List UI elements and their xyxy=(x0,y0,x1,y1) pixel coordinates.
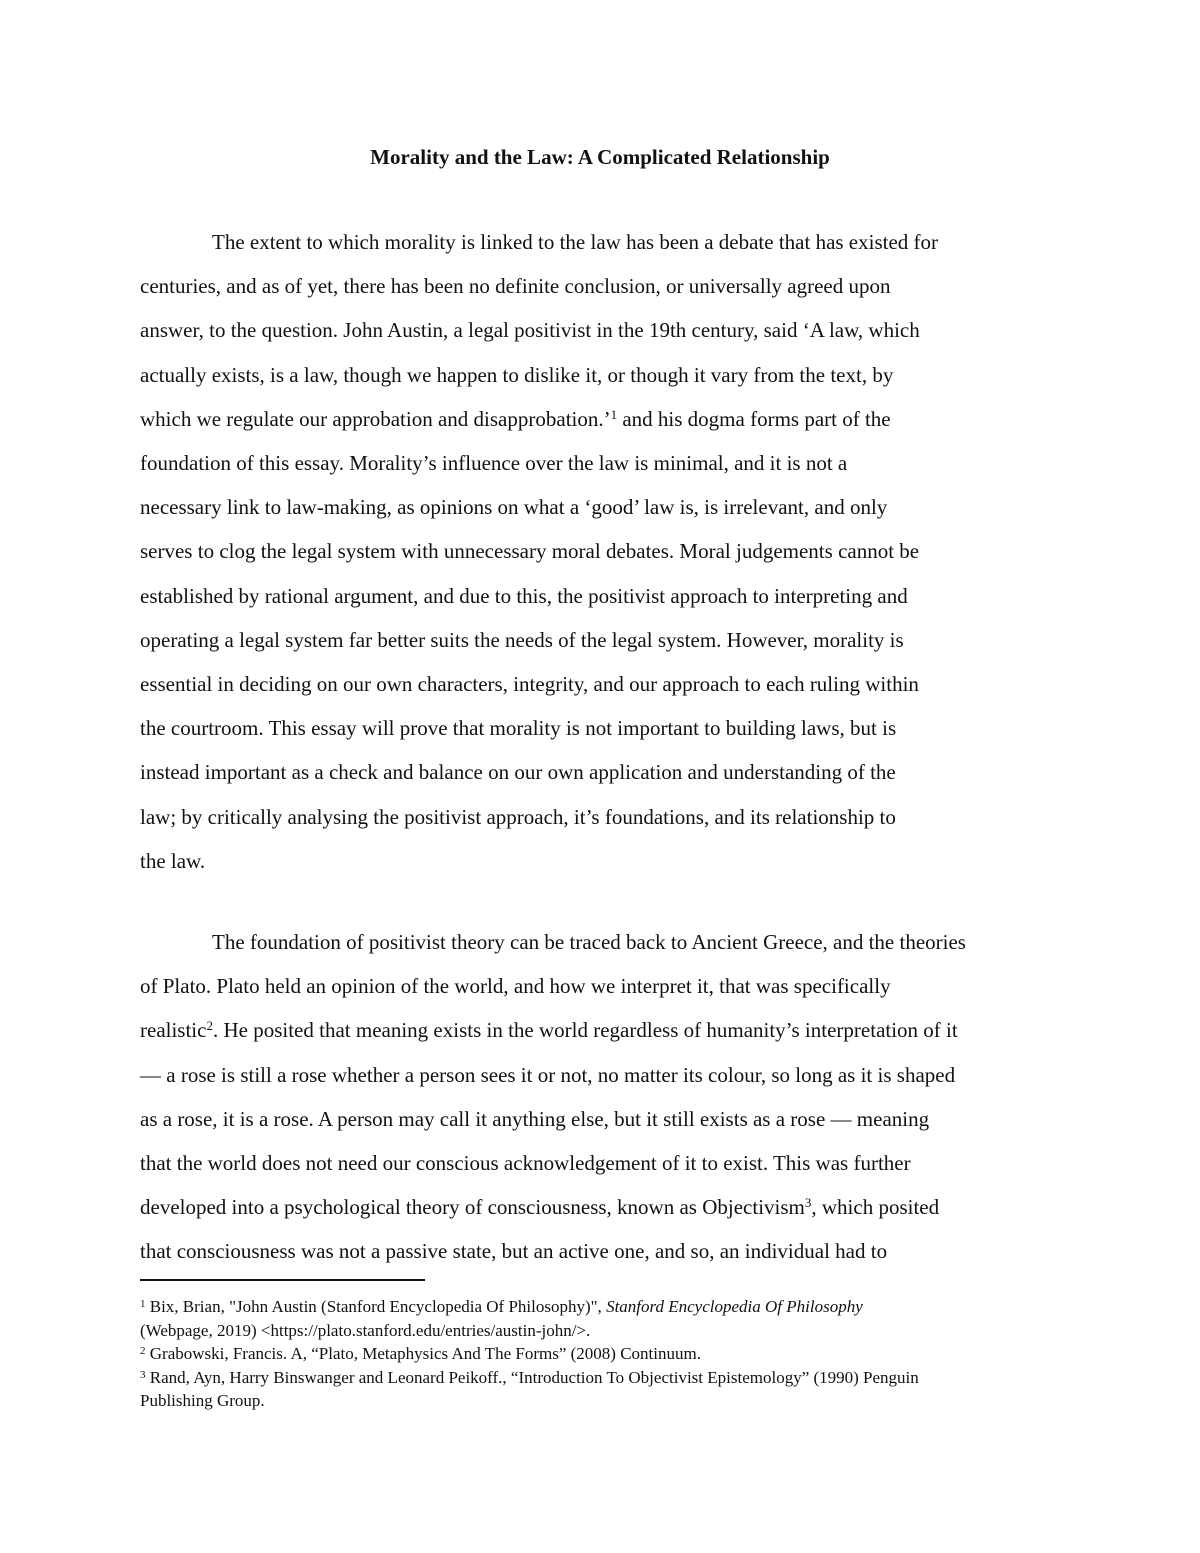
footnotes xyxy=(140,1295,1060,1413)
text-line: as a rose, it is a rose. A person may call it anything else, but it still exists as a rose — meaning xyxy=(140,1106,930,1131)
text-line: the law. xyxy=(140,848,206,873)
footnote-ref-2: 2 xyxy=(206,1018,213,1034)
footnote-1 xyxy=(140,1295,1060,1319)
text-line: law; by critically analysing the positivist approach, it’s foundations, and its relationship to xyxy=(140,804,896,829)
text-line: the courtroom. This essay will prove that morality is not important to building laws, but is xyxy=(140,716,897,741)
text-segment: which we regulate our approbation and disapprobation.’ xyxy=(140,406,611,431)
text-segment: and his dogma forms part of the xyxy=(617,406,891,431)
text-line: established by rational argument, and due to this, the positivist approach to interpreting and xyxy=(140,583,908,608)
text-segment: developed into a psychological theory of consciousness, known as Objectivism xyxy=(140,1195,805,1220)
footnote-number: 1 xyxy=(140,1298,146,1310)
text-line: operating a legal system far better suits the needs of the legal system. However, morality is xyxy=(140,627,904,652)
text-line: of Plato. Plato held an opinion of the world, and how we interpret it, that was specifically xyxy=(140,974,891,999)
footnote-number: 3 xyxy=(140,1368,146,1381)
text-segment: realistic xyxy=(140,1018,207,1043)
footnote-text: Grabowski, Francis. A, “Plato, Metaphysics And The Forms” (2008) Continuum. xyxy=(145,1344,701,1363)
text-line: necessary link to law-making, as opinions on what a ‘good’ law is, is irrelevant, and only xyxy=(140,495,888,520)
text-line xyxy=(140,397,1060,441)
text-line: — a rose is still a rose whether a person sees it or not, no matter its colour, so long as it is shaped xyxy=(140,1062,956,1087)
paragraph-1 xyxy=(140,220,1060,883)
footnote-3 xyxy=(140,1366,1060,1390)
footnote-number: 2 xyxy=(140,1345,146,1357)
footnote-3-continued: Publishing Group. xyxy=(140,1391,265,1410)
document-title: Morality and the Law: A Complicated Relationship xyxy=(370,145,830,169)
paragraph-2 xyxy=(140,920,1060,1274)
text-line: essential in deciding on our own characters, integrity, and our approach to each ruling within xyxy=(140,672,919,697)
text-line: serves to clog the legal system with unnecessary moral debates. Moral judgements cannot be xyxy=(140,539,920,564)
text-line: actually exists, is a law, though we happen to dislike it, or though it vary from the text, by xyxy=(140,362,894,387)
text-line: foundation of this essay. Morality’s influence over the law is minimal, and it is not a xyxy=(140,451,848,476)
footnote-separator xyxy=(140,1279,425,1281)
text-line: answer, to the question. John Austin, a legal positivist in the 19th century, said ‘A law, which xyxy=(140,318,920,343)
footnote-ref-3: 3 xyxy=(804,1195,812,1211)
text-line: instead important as a check and balance on our own application and understanding of the xyxy=(140,760,896,785)
footnote-ref-1: 1 xyxy=(610,406,618,422)
footnote-source-title: Stanford Encyclopedia Of Philosophy xyxy=(606,1297,863,1316)
text-line xyxy=(140,1185,1060,1229)
text-segment: . He posited that meaning exists in the world regardless of humanity’s interpretation of it xyxy=(212,1018,958,1043)
text-line: The extent to which morality is linked to the law has been a debate that has existed for xyxy=(212,230,939,254)
text-line: that the world does not need our conscious acknowledgement of it to exist. This was further xyxy=(140,1151,911,1176)
text-segment: , which posited xyxy=(811,1195,940,1220)
footnote-text: Rand, Ayn, Harry Binswanger and Leonard Peikoff., “Introduction To Objectivist Epistemology” (1990) Penguin xyxy=(145,1367,919,1387)
footnote-1-continued: (Webpage, 2019) <https://plato.stanford.edu/entries/austin-john/>. xyxy=(140,1320,591,1340)
footnote-text: Bix, Brian, "John Austin (Stanford Encyclopedia Of Philosophy)", xyxy=(145,1297,607,1316)
text-line xyxy=(140,1008,1060,1052)
text-line: that consciousness was not a passive state, but an active one, and so, an individual had to xyxy=(140,1239,888,1264)
text-line: The foundation of positivist theory can be traced back to Ancient Greece, and the theories xyxy=(212,930,966,954)
text-line: centuries, and as of yet, there has been no definite conclusion, or universally agreed upon xyxy=(140,274,891,299)
footnote-2 xyxy=(140,1342,1060,1366)
